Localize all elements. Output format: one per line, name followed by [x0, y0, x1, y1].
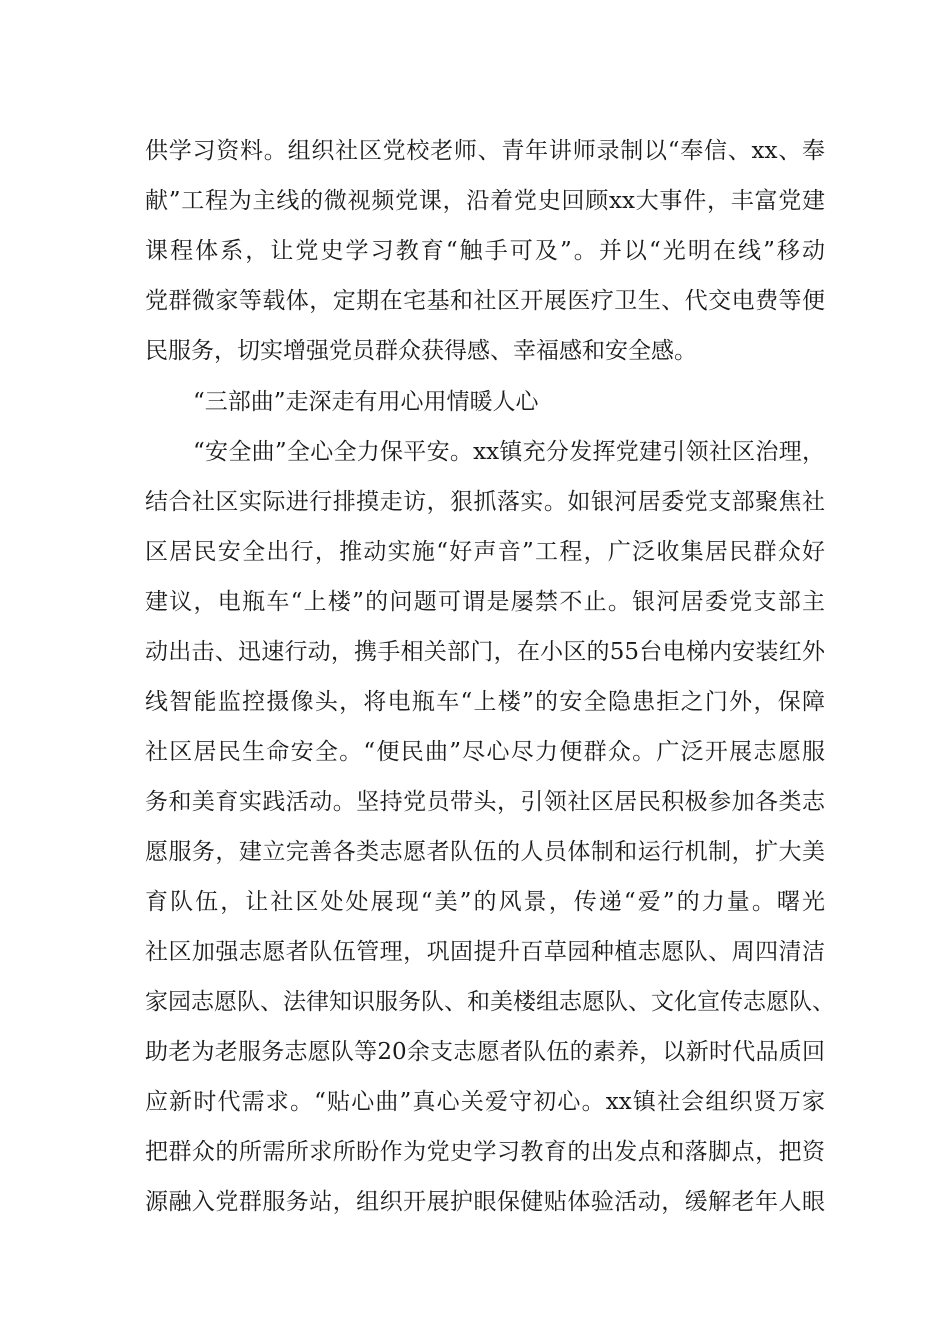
paragraph-line: 家园志愿队、法律知识服务队、和美楼组志愿队、文化宣传志愿队、: [145, 989, 835, 1015]
paragraph-line: 线智能监控摄像头，将电瓶车“上楼”的安全隐患拒之门外，保障: [145, 689, 825, 715]
paragraph-line: 建议，电瓶车“上楼”的问题可谓是屡禁不止。银河居委党支部主: [145, 589, 825, 615]
paragraph-line: “安全曲”全心全力保平安。xx镇充分发挥党建引领社区治理，: [193, 439, 825, 465]
paragraph-line: 动出击、迅速行动，携手相关部门，在小区的55台电梯内安装红外: [145, 639, 825, 665]
paragraph-line: 供学习资料。组织社区党校老师、青年讲师录制以“奉信、xx、奉: [145, 138, 825, 164]
paragraph-line: 区居民安全出行，推动实施“好声音”工程，广泛收集居民群众好: [145, 539, 825, 565]
paragraph-line: 课程体系，让党史学习教育“触手可及”。并以“光明在线”移动: [145, 238, 825, 264]
paragraph-line: 民服务，切实增强党员群众获得感、幸福感和安全感。: [145, 338, 697, 364]
paragraph-line: 社区加强志愿者队伍管理，巩固提升百草园种植志愿队、周四清洁: [145, 939, 825, 965]
paragraph-line: 务和美育实践活动。坚持党员带头，引领社区居民积极参加各类志: [145, 789, 825, 815]
paragraph-line: 源融入党群服务站，组织开展护眼保健贴体验活动，缓解老年人眼: [145, 1189, 825, 1215]
paragraph-line: 助老为老服务志愿队等20余支志愿者队伍的素养，以新时代品质回: [145, 1039, 825, 1065]
paragraph-line: 把群众的所需所求所盼作为党史学习教育的出发点和落脚点，把资: [145, 1139, 825, 1165]
paragraph-line: 党群微家等载体，定期在宅基和社区开展医疗卫生、代交电费等便: [145, 288, 825, 314]
paragraph-line: 愿服务，建立完善各类志愿者队伍的人员体制和运行机制，扩大美: [145, 839, 825, 865]
paragraph-line: 育队伍，让社区处处展现“美”的风景，传递“爱”的力量。曙光: [145, 889, 825, 915]
paragraph-line: 应新时代需求。“贴心曲”真心关爱守初心。xx镇社会组织贤万家: [145, 1089, 825, 1115]
paragraph-line: 结合社区实际进行排摸走访，狠抓落实。如银河居委党支部聚焦社: [145, 489, 825, 515]
paragraph-line: 献”工程为主线的微视频党课，沿着党史回顾xx大事件，丰富党建: [145, 188, 825, 214]
section-heading: “三部曲”走深走有用心用情暖人心: [193, 389, 539, 415]
paragraph-line: 社区居民生命安全。“便民曲”尽心尽力便群众。广泛开展志愿服: [145, 739, 825, 765]
